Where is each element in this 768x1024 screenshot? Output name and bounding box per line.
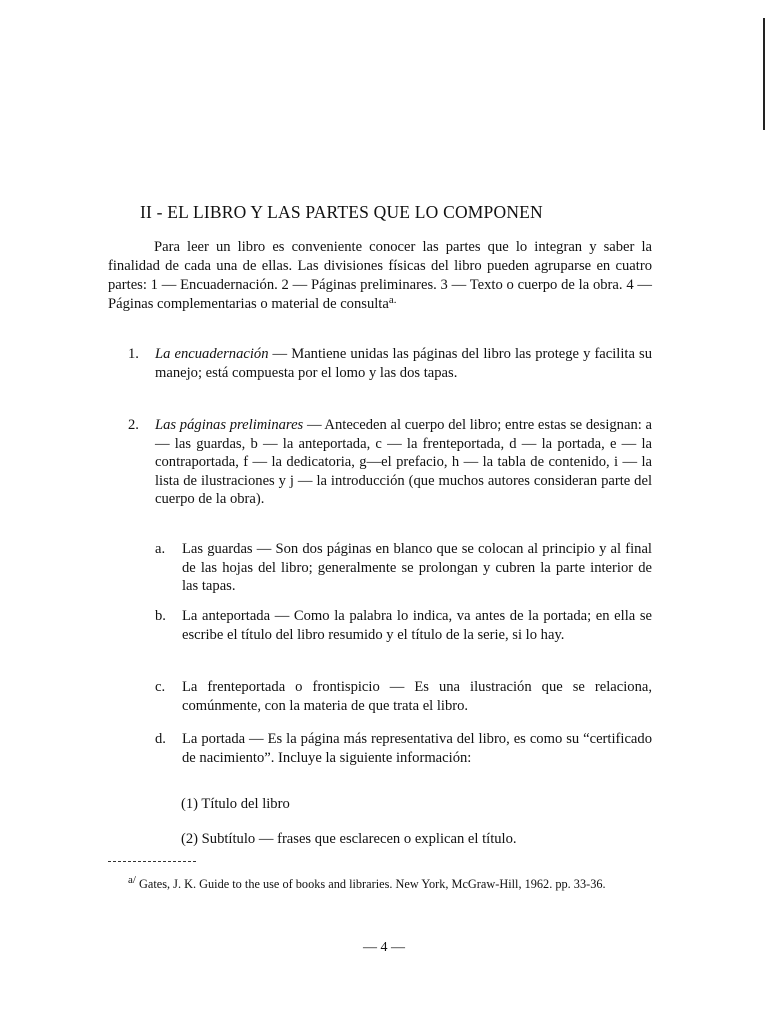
sub-item <box>155 607 652 644</box>
portada-list-item: (2) Subtítulo — frases que esclarecen o explican el título. <box>181 831 517 847</box>
item-text: — Mantiene unidas las páginas del libro las protege y facilita su manejo; está compuesta por el lomo y las dos tapas. <box>155 346 652 381</box>
intro-text: Para leer un libro es conveniente conocer las partes que lo integran y saber la finalidad de cada una de ellas. Las divisiones físicas del libro pueden agruparse en cuatro partes: 1 — Encuadernación. 2 — Páginas preliminares. 3 — Texto o cuerpo de la obra. 4 — Páginas complementarias o material de consulta <box>108 239 652 312</box>
sub-item-text: La frenteportada o frontispicio — Es una ilustración que se relaciona, comúnmente, con la materia de que trata el libro. <box>182 679 652 714</box>
page-title: II - EL LIBRO Y LAS PARTES QUE LO COMPONEN <box>140 202 543 222</box>
sub-item-letter: b. <box>155 608 166 624</box>
item-text: — Anteceden al cuerpo del libro; entre estas se designan: a — las guardas, b — la anteportada, c — la frenteportada, d — la portada, e — la contraportada, f — la dedicatoria, g—el prefacio, h — la tabla de contenido, i — la lista de ilustraciones y j — la introducción (que muchos autores consideran parte del cuerpo de la obra). <box>155 417 652 507</box>
sub-item-letter: d. <box>155 731 166 747</box>
footnote-reference: a. <box>388 294 397 306</box>
item-number: 1. <box>128 346 139 362</box>
footnote-mark: a/ <box>128 874 136 886</box>
footnote-text: Gates, J. K. Guide to the use of books and libraries. New York, McGraw-Hill, 1962. pp. 33-36. <box>139 877 606 891</box>
footnote <box>108 876 668 892</box>
sub-item-letter: c. <box>155 679 166 695</box>
item-heading: La encuadernación <box>155 346 269 362</box>
item-number: 2. <box>128 417 139 433</box>
sub-item-letter: a. <box>155 541 166 557</box>
intro-paragraph <box>108 238 652 314</box>
list-item <box>128 345 652 382</box>
list-item <box>128 416 652 509</box>
footnote-rule <box>108 861 196 862</box>
sub-item-text: La anteportada — Como la palabra lo indica, va antes de la portada; en ella se escribe el título del libro resumido y el título de la serie, si lo hay. <box>182 608 652 643</box>
page-number: — 4 — <box>363 940 405 955</box>
sub-item <box>155 730 652 767</box>
sub-item-text: Las guardas — Son dos páginas en blanco que se colocan al principio y al final de las hojas del libro; generalmente se prolongan y cubren la parte interior de las tapas. <box>182 541 652 594</box>
sub-item <box>155 540 652 596</box>
page-edge-line <box>763 18 765 130</box>
sub-item-text: La portada — Es la página más representativa del libro, es como su “certificado de nacimiento”. Incluye la siguiente información: <box>182 731 652 766</box>
portada-list-item: (1) Título del libro <box>181 796 290 812</box>
item-heading: Las páginas preliminares <box>155 417 304 433</box>
sub-item <box>155 678 652 715</box>
